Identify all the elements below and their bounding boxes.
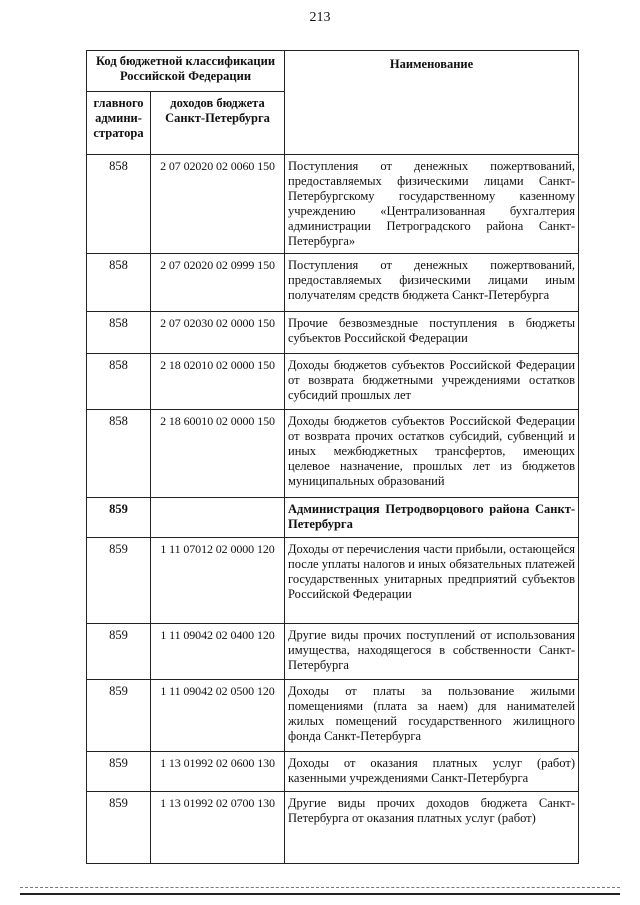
admin-code-cell: 858 — [87, 254, 151, 312]
admin-code-cell: 858 — [87, 312, 151, 354]
table-row — [87, 312, 579, 354]
income-name-cell: Доходы бюджетов субъектов Российской Федерации от возврата бюджетными учреждениями остатков субсидий прошлых лет — [285, 354, 579, 410]
income-name-cell: Поступления от денежных пожертвований, предоставляемых физическими лицами иным получателям средств бюджета Санкт-Петербурга — [285, 254, 579, 312]
admin-code-cell: 858 — [87, 155, 151, 254]
table-row — [87, 680, 579, 752]
table-row — [87, 254, 579, 312]
income-name-cell: Другие виды прочих поступлений от использования имущества, находящегося в собственности Санкт-Петербурга — [285, 624, 579, 680]
admin-code-cell: 858 — [87, 354, 151, 410]
income-name-cell: Доходы от платы за пользование жилыми помещениями (плата за наем) для нанимателей жилых помещений государственного жилищного фонда Санкт-Петербурга — [285, 680, 579, 752]
income-code-cell: 2 07 02020 02 0060 150 — [151, 155, 285, 254]
income-code-cell: 2 07 02020 02 0999 150 — [151, 254, 285, 312]
footer-rule — [20, 893, 620, 895]
table-row — [87, 155, 579, 254]
header-admin: главного админи-стратора — [87, 92, 151, 155]
income-code-cell: 2 18 60010 02 0000 150 — [151, 410, 285, 498]
table-row — [87, 792, 579, 864]
income-name-cell: Поступления от денежных пожертвований, предоставляемых физическими лицами Санкт-Петербургскому государственному казенному учреждению «Централизованная бухгалтерия администрации Петроградского района Санкт-Петербурга» — [285, 155, 579, 254]
income-code-cell — [151, 498, 285, 538]
admin-code-cell: 859 — [87, 538, 151, 624]
admin-code-cell: 859 — [87, 498, 151, 538]
header-income-code: доходов бюджета Санкт-Петербурга — [151, 92, 285, 155]
income-code-cell: 2 07 02030 02 0000 150 — [151, 312, 285, 354]
income-name-cell: Другие виды прочих доходов бюджета Санкт-Петербурга от оказания платных услуг (работ) — [285, 792, 579, 864]
admin-code-cell: 859 — [87, 624, 151, 680]
table-row — [87, 752, 579, 792]
income-name-cell: Доходы от оказания платных услуг (работ) казенными учреждениями Санкт-Петербурга — [285, 752, 579, 792]
income-name-cell: Прочие безвозмездные поступления в бюджеты субъектов Российской Федерации — [285, 312, 579, 354]
table-row-section — [87, 498, 579, 538]
admin-code-cell: 858 — [87, 410, 151, 498]
header-code-group: Код бюджетной классификации Российской Федерации — [87, 51, 285, 92]
income-code-cell: 1 11 09042 02 0400 120 — [151, 624, 285, 680]
income-code-cell: 1 11 07012 02 0000 120 — [151, 538, 285, 624]
income-code-cell: 1 13 01992 02 0700 130 — [151, 792, 285, 864]
income-name-cell: Доходы от перечисления части прибыли, остающейся после уплаты налогов и иных обязательных платежей государственных унитарных предприятий субъектов Российской Федерации — [285, 538, 579, 624]
budget-classification-table — [86, 50, 579, 864]
income-name-cell: Доходы бюджетов субъектов Российской Федерации от возврата прочих остатков субсидий, субвенций и иных межбюджетных трансфертов, имеющих целевое назначение, прошлых лет из бюджетов муниципальных образований — [285, 410, 579, 498]
table-row — [87, 354, 579, 410]
table-row — [87, 410, 579, 498]
income-code-cell: 1 13 01992 02 0600 130 — [151, 752, 285, 792]
table-row — [87, 538, 579, 624]
admin-code-cell: 859 — [87, 680, 151, 752]
table-row — [87, 624, 579, 680]
footer-scan-line — [20, 887, 620, 888]
income-code-cell: 2 18 02010 02 0000 150 — [151, 354, 285, 410]
page-number: 213 — [309, 10, 331, 25]
admin-code-cell: 859 — [87, 752, 151, 792]
section-title-cell: Администрация Петродворцового района Санкт-Петербурга — [285, 498, 579, 538]
header-name: Наименование — [285, 51, 579, 155]
admin-code-cell: 859 — [87, 792, 151, 864]
income-code-cell: 1 11 09042 02 0500 120 — [151, 680, 285, 752]
